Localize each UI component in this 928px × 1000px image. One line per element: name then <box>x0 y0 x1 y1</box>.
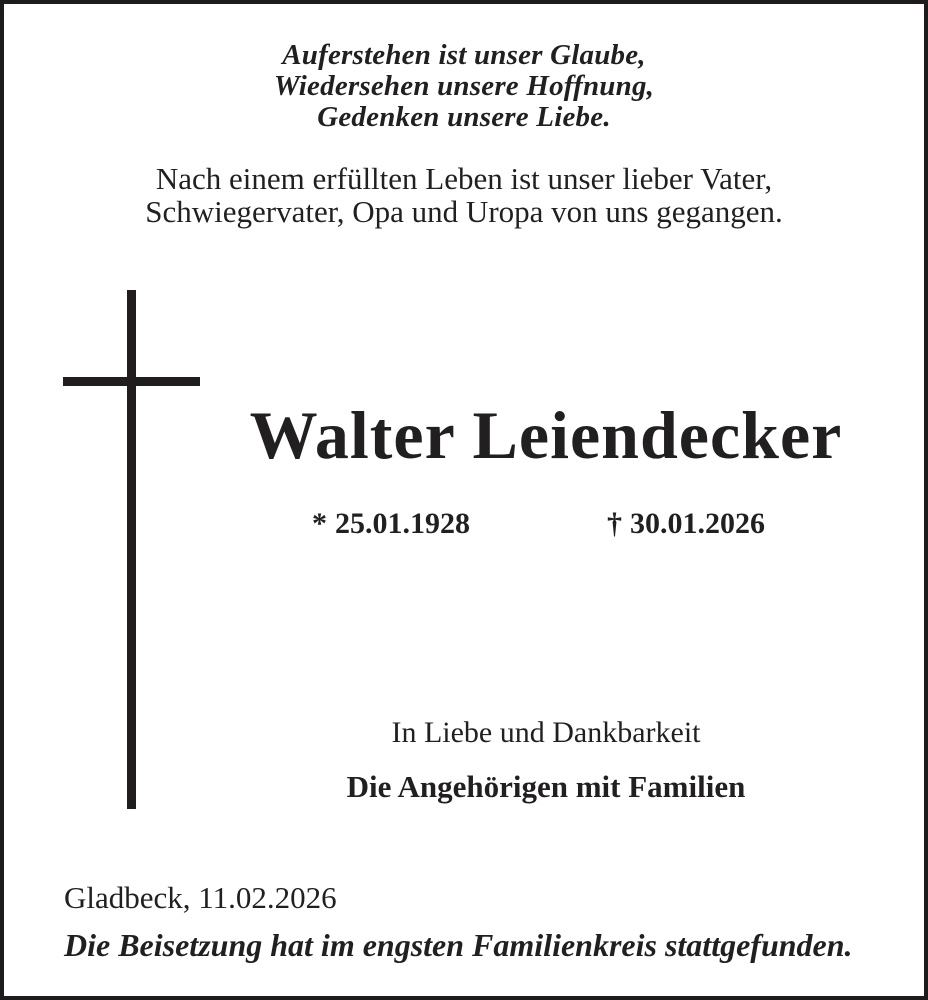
verse-line-1: Auferstehen ist unser Glaube, <box>282 39 646 71</box>
verse-line-3: Gedenken unsere Liebe. <box>317 101 611 133</box>
statement-line-1: Nach einem erfüllten Leben ist unser lieber Vater, <box>155 161 773 196</box>
closing-family: Die Angehörigen mit Familien <box>346 769 746 804</box>
death-dagger-icon: † <box>607 507 622 540</box>
deceased-name: Walter Leiendecker <box>249 397 843 473</box>
statement-block <box>4 162 924 228</box>
burial-note: Die Beisetzung hat im engsten Familienkreis stattgefunden. <box>64 927 853 963</box>
birth-date-value: 25.01.1928 <box>335 507 470 540</box>
cross-vertical-bar <box>127 290 136 809</box>
closing-thanks: In Liebe und Dankbarkeit <box>391 716 701 749</box>
birth-star-icon: * <box>312 507 327 540</box>
statement-line-2: Schwiegervater, Opa und Uropa von uns gegangen. <box>145 194 783 229</box>
death-date <box>607 507 765 541</box>
birth-date <box>312 507 470 541</box>
cross-horizontal-bar <box>63 377 200 386</box>
place-date: Gladbeck, 11.02.2026 <box>64 880 337 915</box>
death-date-value: 30.01.2026 <box>630 507 765 540</box>
verse-block <box>4 40 924 133</box>
verse-line-2: Wiedersehen unsere Hoffnung, <box>273 70 655 102</box>
